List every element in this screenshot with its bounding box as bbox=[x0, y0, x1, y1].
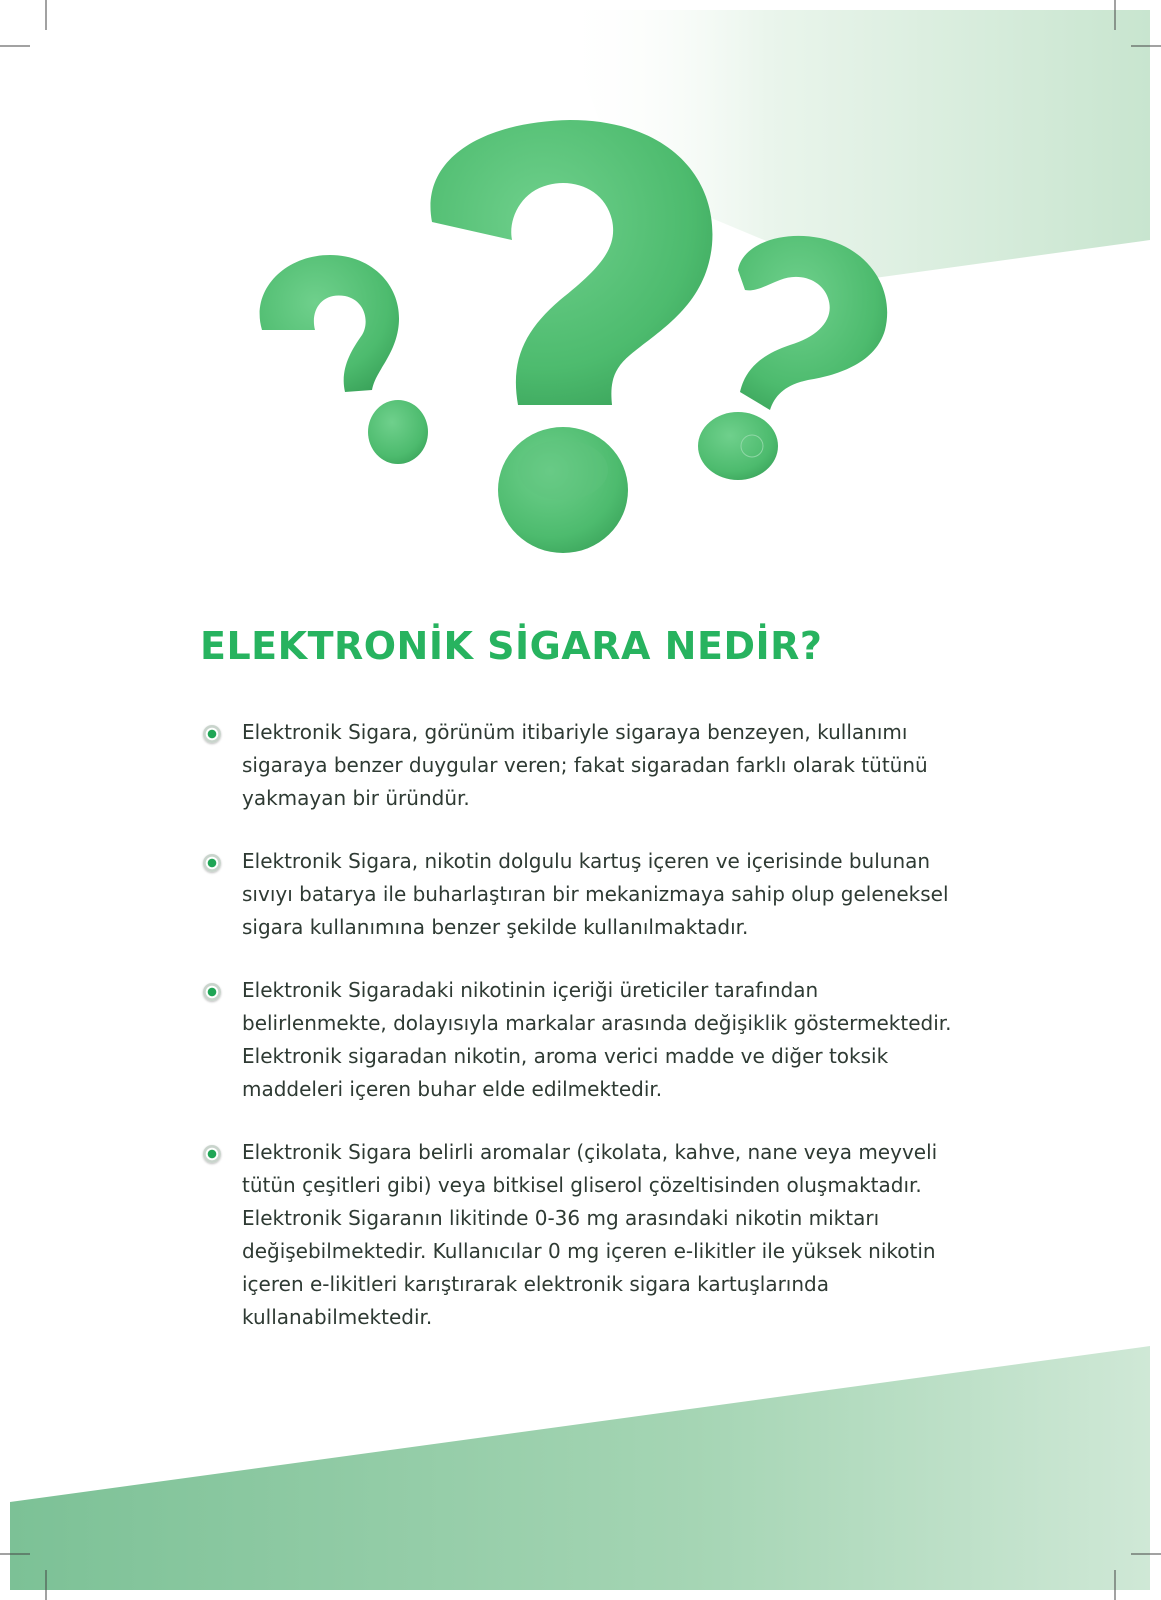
bullet-text: Elektronik Sigaradaki nikotinin içeriği üreticiler tarafından belirlenmekte, dolayısıyla markalar arasında değişiklik göstermektedir. Elektronik sigaradan nikotin, aroma verici madde ve diğer toksik maddeleri içeren buhar elde edilmektedir. bbox=[242, 978, 952, 1101]
question-mark-icon-left bbox=[260, 255, 428, 464]
bullet-dot-icon bbox=[203, 854, 221, 872]
list-item bbox=[200, 845, 960, 944]
bottom-decorative-band bbox=[10, 1346, 1150, 1590]
page-title: ELEKTRONİK SİGARA NEDİR? bbox=[200, 624, 823, 668]
bullet-dot-icon bbox=[203, 1145, 221, 1163]
bullet-dot-icon bbox=[203, 725, 221, 743]
bullet-text: Elektronik Sigara, görünüm itibariyle sigaraya benzeyen, kullanımı sigaraya benzer duygular veren; fakat sigaradan farklı olarak tütünü yakmayan bir üründür. bbox=[242, 720, 928, 810]
list-item bbox=[200, 974, 960, 1106]
bullet-text: Elektronik Sigara belirli aromalar (çikolata, kahve, nane veya meyveli tütün çeşitleri gibi) veya bitkisel gliserol çözeltisinden oluşmaktadır. Elektronik Sigaranın likitinde 0-36 mg arasındaki nikotin miktarı değişebilmektedir. Kullanıcılar 0 mg içeren e-likitler ile yüksek nikotin içeren e-likitleri karıştırarak elektronik sigara kartuşlarında kullanabilmektedir. bbox=[242, 1140, 938, 1329]
list-item bbox=[200, 716, 960, 815]
bullet-text: Elektronik Sigara, nikotin dolgulu kartuş içeren ve içerisinde bulunan sıvıyı batarya ile buharlaştıran bir mekanizmaya sahip olup geleneksel sigara kullanımına benzer şekilde kullanılmaktadır. bbox=[242, 849, 949, 939]
question-mark-icon-right bbox=[698, 236, 887, 480]
list-item bbox=[200, 1136, 960, 1334]
bullet-dot-icon bbox=[203, 983, 221, 1001]
bullet-list bbox=[200, 716, 960, 1364]
question-mark-icon-center bbox=[430, 120, 712, 553]
